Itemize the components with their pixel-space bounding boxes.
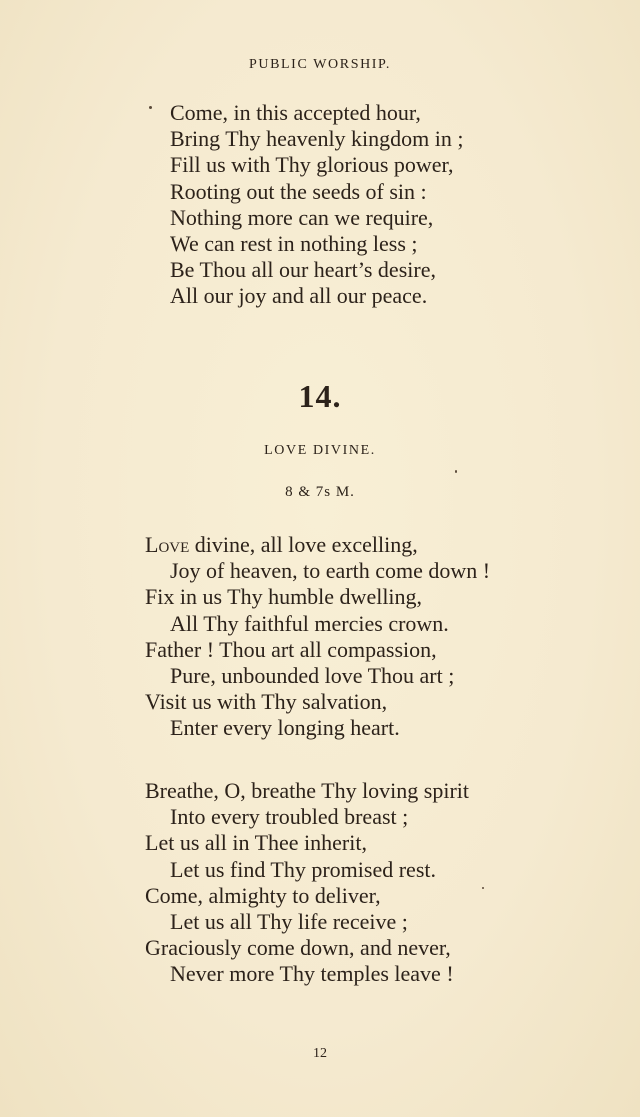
verse-line: Be Thou all our heart’s desire,	[170, 257, 436, 283]
stanza-2	[145, 778, 469, 988]
verse-line: Rooting out the seeds of sin :	[170, 178, 427, 204]
verse-line: Pure, unbounded love Thou art ;	[170, 663, 455, 689]
verse-line: Graciously come down, and never,	[145, 935, 451, 961]
verse-line: Enter every longing heart.	[170, 715, 400, 741]
verse-line: Let us all Thy life receive ;	[170, 909, 408, 935]
verse-line: Into every troubled breast ;	[170, 804, 409, 830]
page-number: 12	[313, 1046, 327, 1061]
verse-line: Never more Thy temples leave !	[170, 961, 454, 987]
hymn-meter: 8 & 7s M.	[285, 484, 355, 500]
verse-line: All our joy and all our peace.	[170, 283, 428, 309]
verse-line: Bring Thy heavenly kingdom in ;	[170, 126, 464, 152]
stanza-1	[145, 532, 490, 742]
verse-line-first	[145, 532, 490, 558]
ink-speck	[482, 887, 484, 889]
verse-line: Fix in us Thy humble dwelling,	[145, 584, 423, 610]
running-head: PUBLIC WORSHIP.	[249, 57, 391, 72]
verse-line: Joy of heaven, to earth come down !	[170, 558, 491, 584]
hymn-title: LOVE DIVINE.	[264, 443, 376, 458]
verse-line: Breathe, O, breathe Thy loving spirit	[145, 778, 470, 803]
verse-line: Let us all in Thee inherit,	[145, 830, 367, 856]
verse-line: We can rest in nothing less ;	[170, 231, 418, 257]
verse-line: Fill us with Thy glorious power,	[170, 152, 454, 178]
verse-line: All Thy faithful mercies crown.	[170, 610, 449, 636]
verse-line: Come, almighty to deliver,	[145, 882, 381, 908]
first-line-rest: divine, all love excelling,	[189, 532, 418, 557]
first-word: Love	[145, 532, 190, 557]
verse-line: Come, in this accepted hour,	[170, 100, 421, 125]
hymn-number: 14.	[298, 378, 342, 414]
verse-line: Let us find Thy promised rest.	[170, 856, 436, 882]
ink-speck	[149, 106, 152, 109]
verse-line: Father ! Thou art all compassion,	[145, 636, 437, 662]
ink-speck	[455, 470, 457, 473]
stanza-continued	[170, 100, 464, 310]
verse-line: Visit us with Thy salvation,	[145, 689, 388, 715]
verse-line: Nothing more can we require,	[170, 204, 434, 230]
